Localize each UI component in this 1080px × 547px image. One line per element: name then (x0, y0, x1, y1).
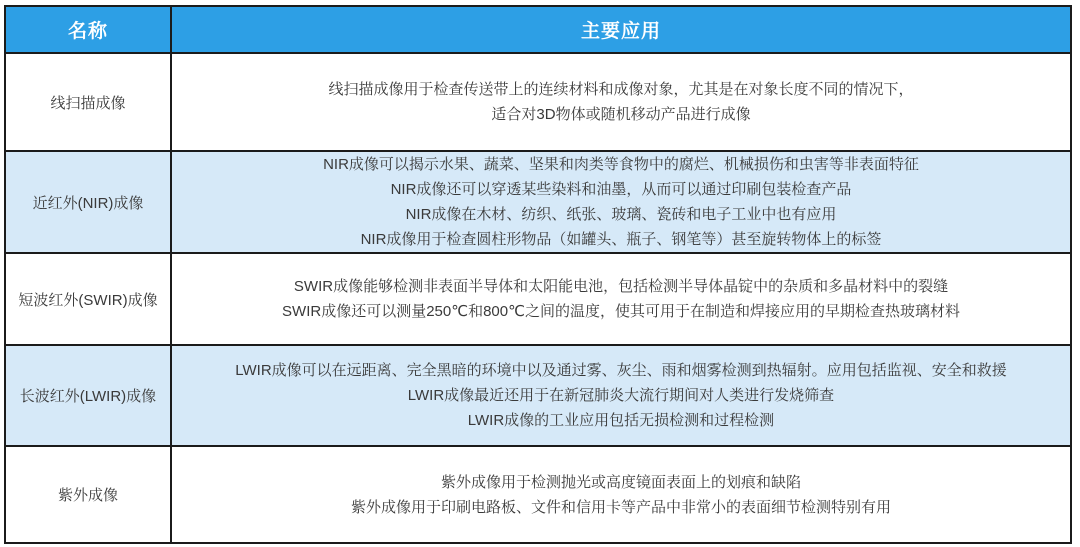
table-row (5, 446, 1071, 543)
application-line: SWIR成像还可以测量250℃和800℃之间的温度，使其可用于在制造和焊接应用的早期检查热玻璃材料 (282, 303, 960, 320)
row-applications (171, 253, 1071, 345)
table-row (5, 53, 1071, 151)
row-name: 短波红外(SWIR)成像 (5, 253, 171, 345)
application-line: LWIR成像可以在远距离、完全黑暗的环境中以及通过雾、灰尘、雨和烟雾检测到热辐射。应用包括监视、安全和救援 (235, 362, 1007, 379)
header-row (5, 6, 1071, 53)
row-name: 线扫描成像 (5, 53, 171, 151)
table-row (5, 151, 1071, 253)
application-line: 紫外成像用于检测抛光或高度镜面表面上的划痕和缺陷 (440, 473, 801, 491)
application-line: LWIR成像最近还用于在新冠肺炎大流行期间对人类进行发烧筛查 (407, 387, 835, 404)
application-line: LWIR成像的工业应用包括无损检测和过程检测 (467, 412, 775, 429)
row-applications (171, 151, 1071, 253)
row-applications (171, 53, 1071, 151)
column-header-applications: 主要应用 (171, 6, 1071, 53)
application-line: NIR成像在木材、纺织、纸张、玻璃、瓷砖和电子工业中也有应用 (405, 206, 837, 223)
row-name: 近红外(NIR)成像 (5, 151, 171, 253)
row-name: 长波红外(LWIR)成像 (5, 345, 171, 446)
application-line: SWIR成像能够检测非表面半导体和太阳能电池，包括检测半导体晶锭中的杂质和多晶材料中的裂缝 (293, 278, 949, 295)
application-line: 紫外成像用于印刷电路板、文件和信用卡等产品中非常小的表面细节检测特别有用 (350, 498, 891, 516)
row-applications (171, 446, 1071, 543)
application-line: NIR成像可以揭示水果、蔬菜、坚果和肉类等食物中的腐烂、机械损伤和虫害等非表面特征 (323, 156, 919, 173)
application-line: 适合对3D物体或随机移动产品进行成像 (491, 106, 751, 123)
application-line: NIR成像还可以穿透某些染料和油墨，从而可以通过印刷包装检查产品 (390, 181, 852, 198)
imaging-applications-table (4, 5, 1072, 544)
column-header-name: 名称 (5, 6, 171, 53)
table-row (5, 345, 1071, 446)
application-line: 线扫描成像用于检查传送带上的连续材料和成像对象，尤其是在对象长度不同的情况下， (328, 81, 914, 98)
row-applications (171, 345, 1071, 446)
row-name: 紫外成像 (5, 446, 171, 543)
application-line: NIR成像用于检查圆柱形物品（如罐头、瓶子、钢笔等）甚至旋转物体上的标签 (360, 231, 882, 248)
table-row (5, 253, 1071, 345)
